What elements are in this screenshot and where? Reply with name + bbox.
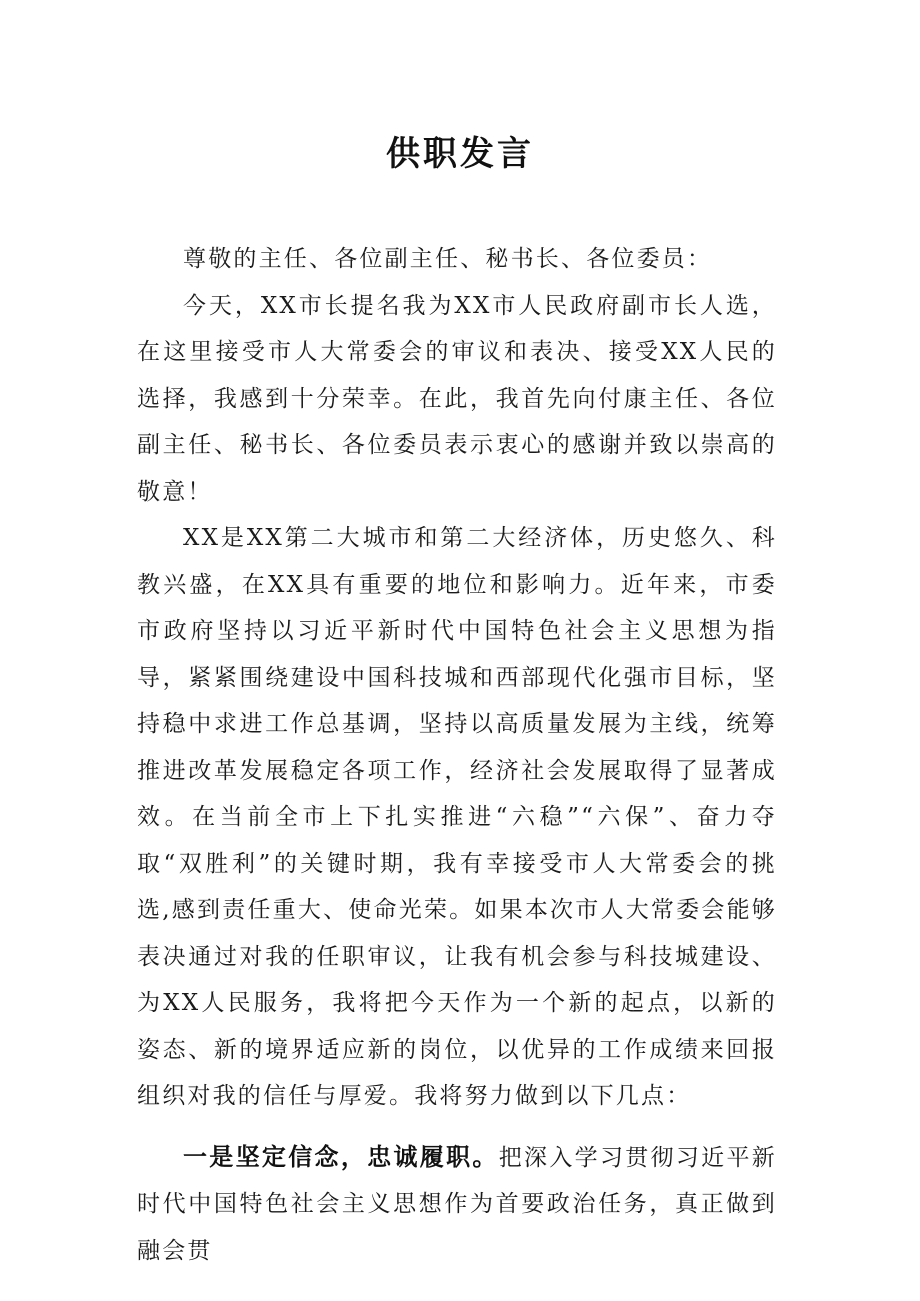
document-body (137, 236, 777, 1274)
section-one (137, 1134, 777, 1275)
section-one-heading: 一是坚定信念，忠诚履职。 (183, 1142, 499, 1171)
document-title: 供职发言 (386, 134, 534, 174)
salutation: 尊敬的主任、各位副主任、秘书长、各位委员： (183, 246, 713, 272)
paragraph-background: XX是XX第二大城市和第二大经济体，历史悠久、科教兴盛，在XX具有重要的地位和影响力。近年来，市委市政府坚持以习近平新时代中国特色社会主义思想为指导，紧紧围绕建设中国科技城和西部现代化强市目标，坚持稳中求进工作总基调，坚持以高质量发展为主线，统筹推进改革发展稳定各项工作，经济社会发展取得了显著成效。在当前全市上下扎实推进“六稳”“六保”、奋力夺取“双胜利”的关键时期，我有幸接受市人大常委会的挑选,感到责任重大、使命光荣。如果本次市人大常委会能够表决通过对我的任职审议，让我有机会参与科技城建设、为XX人民服务，我将把今天作为一个新的起点，以新的姿态、新的境界适应新的岗位，以优异的工作成绩来回报组织对我的信任与厚爱。我将努力做到以下几点： (137, 525, 777, 1109)
paragraph-intro: 今天，XX市长提名我为XX市人民政府副市长人选，在这里接受市人大常委会的审议和表决、接受XX人民的选择，我感到十分荣幸。在此，我首先向付康主任、各位副主任、秘书长、各位委员表示衷心的感谢并致以崇高的敬意！ (137, 292, 777, 505)
section-one-text: 把深入学习贯彻习近平新时代中国特色社会主义思想作为首要政治任务，真正做到融会贯 (137, 1144, 777, 1264)
